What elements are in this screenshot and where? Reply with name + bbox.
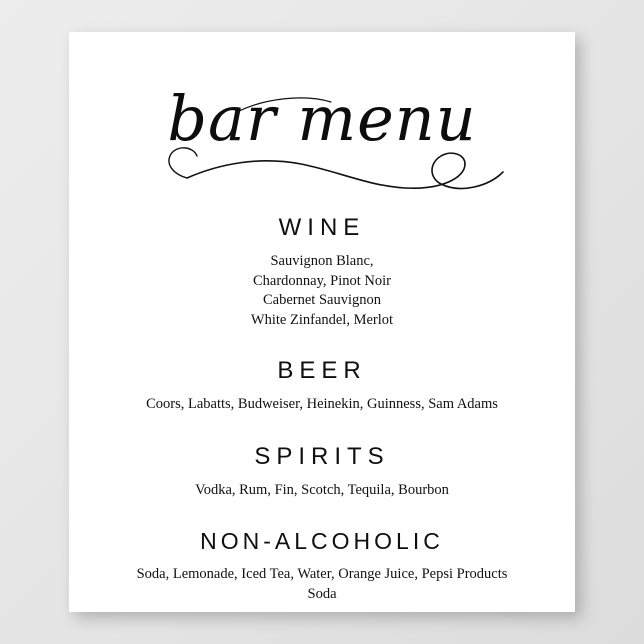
menu-line: White Zinfandel, Merlot (250, 312, 394, 329)
section-heading-wine: WINE (278, 214, 366, 241)
section-heading-non-alcoholic: NON-ALCOHOLIC (200, 528, 444, 555)
section-heading-spirits: SPIRITS (254, 442, 390, 470)
section-items-beer (69, 395, 575, 415)
page-title: bar menu (167, 82, 477, 155)
section-items-non-alcoholic (69, 565, 575, 604)
poster-title-area (69, 60, 575, 196)
section-items-wine (69, 252, 575, 331)
menu-sections (69, 200, 575, 605)
menu-section-beer (69, 357, 575, 415)
menu-line: Chardonnay, Pinot Noir (252, 272, 391, 289)
section-items-spirits (69, 481, 575, 501)
section-heading-beer: BEER (277, 356, 367, 384)
menu-line: Cabernet Sauvignon (263, 292, 381, 309)
menu-line: Soda, Lemonade, Iced Tea, Water, Orange Juice, Pepsi Products (136, 566, 508, 583)
poster-content (69, 32, 575, 612)
menu-section-non-alcoholic (69, 528, 575, 604)
menu-line: Soda (307, 586, 337, 603)
menu-section-wine (69, 214, 575, 331)
poster (69, 32, 575, 612)
menu-line: Sauvignon Blanc, (270, 253, 374, 269)
menu-line: Vodka, Rum, Fin, Scotch, Tequila, Bourbon (195, 481, 449, 498)
menu-line: Coors, Labatts, Budweiser, Heinekin, Guinness, Sam Adams (146, 395, 498, 412)
menu-section-spirits (69, 443, 575, 501)
